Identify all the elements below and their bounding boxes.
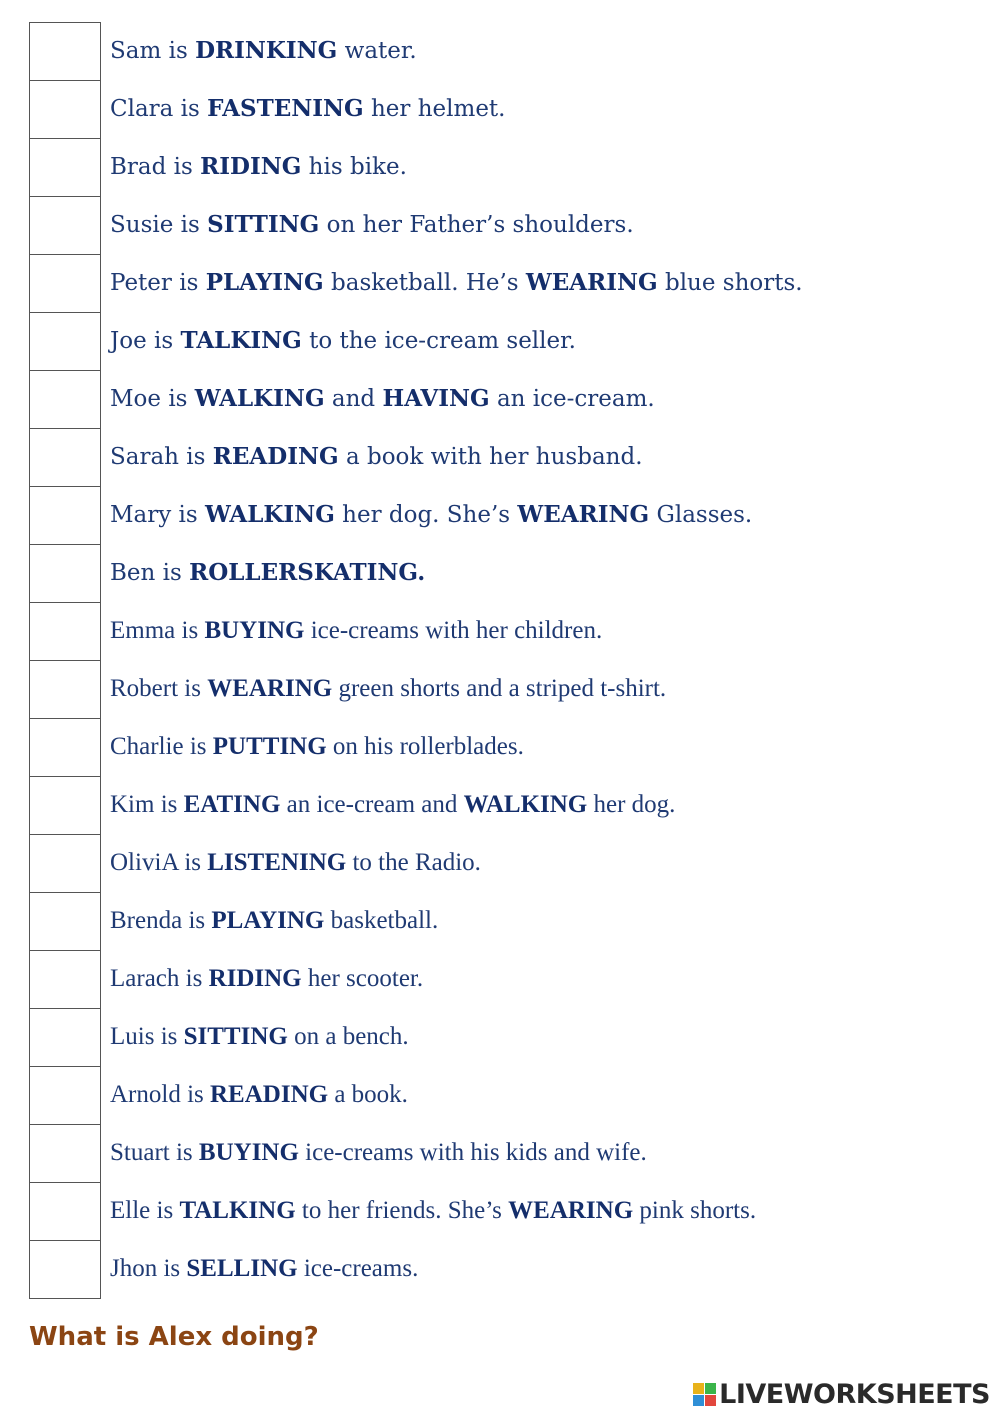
list-item [29, 1008, 979, 1066]
logo-mark-icon [693, 1383, 716, 1406]
answer-box[interactable] [29, 602, 101, 660]
list-item [29, 950, 979, 1008]
answer-box[interactable] [29, 718, 101, 776]
list-item [29, 1240, 979, 1298]
sentence-fragment: a book with her husband. [338, 444, 643, 470]
sentence-fragment: pink shorts. [633, 1197, 757, 1224]
verb-text: WEARING [517, 501, 650, 528]
verb-text: HAVING [382, 385, 490, 412]
sentence-fragment: Brad is [110, 154, 201, 180]
sentence-text [110, 892, 438, 950]
list-item [29, 312, 979, 370]
sentence-fragment: ice-creams. [297, 1255, 419, 1282]
sentence-text [110, 1008, 409, 1066]
answer-box[interactable] [29, 138, 101, 196]
sentence-fragment: basketball. He’s [323, 270, 526, 296]
sentence-fragment: green shorts and a striped t-shirt. [332, 675, 667, 702]
sentence-fragment: blue shorts. [657, 270, 803, 296]
list-item [29, 80, 979, 138]
answer-box[interactable] [29, 834, 101, 892]
answer-box[interactable] [29, 892, 101, 950]
logo-square [693, 1383, 704, 1394]
answer-box[interactable] [29, 776, 101, 834]
sentence-fragment: her scooter. [301, 965, 424, 992]
list-item [29, 196, 979, 254]
sentence-text [110, 312, 576, 370]
list-item [29, 428, 979, 486]
verb-text: RIDING [200, 153, 302, 180]
sentence-fragment: Jhon is [110, 1255, 187, 1282]
sentence-text [110, 1066, 408, 1124]
sentence-fragment: Moe is [110, 386, 195, 412]
verb-text: TALKING [180, 327, 302, 354]
answer-box[interactable] [29, 22, 101, 80]
list-item [29, 602, 979, 660]
verb-text: RIDING [208, 965, 302, 992]
sentence-fragment: Brenda is [110, 907, 212, 934]
sentence-text [110, 1240, 418, 1298]
sentence-fragment: Peter is [110, 270, 206, 296]
sentence-text [110, 1124, 647, 1182]
sentence-fragment: to her friends. She’s [295, 1197, 509, 1224]
answer-box[interactable] [29, 428, 101, 486]
list-item [29, 138, 979, 196]
answer-box[interactable] [29, 1066, 101, 1124]
list-item [29, 370, 979, 428]
verb-text: WALKING [463, 791, 588, 818]
verb-text: BUYING [204, 617, 305, 644]
sentence-fragment: Stuart is [110, 1139, 199, 1166]
sentence-text [110, 22, 417, 80]
sentence-fragment: her dog. [587, 791, 676, 818]
verb-text: FASTENING [207, 95, 364, 122]
sentence-fragment: Clara is [110, 96, 208, 122]
sentence-text [110, 428, 643, 486]
logo-square [693, 1395, 704, 1406]
sentence-fragment: OliviA is [110, 849, 208, 876]
verb-text: WEARING [525, 269, 658, 296]
sentence-fragment: his bike. [301, 154, 407, 180]
sentence-fragment: to the ice-cream seller. [301, 328, 576, 354]
list-item [29, 544, 979, 602]
answer-box[interactable] [29, 950, 101, 1008]
sentence-fragment: Elle is [110, 1197, 180, 1224]
sentence-text [110, 718, 524, 776]
sentence-fragment: to the Radio. [346, 849, 481, 876]
sentence-fragment: ice-creams with his kids and wife. [298, 1139, 647, 1166]
answer-box[interactable] [29, 254, 101, 312]
logo-square [705, 1395, 716, 1406]
sentence-fragment: on a bench. [287, 1023, 409, 1050]
sentence-fragment: Glasses. [649, 502, 753, 528]
verb-text: PLAYING [211, 907, 325, 934]
sentence-fragment: Susie is [110, 212, 208, 238]
answer-box[interactable] [29, 1124, 101, 1182]
answer-box[interactable] [29, 544, 101, 602]
sentence-fragment: on his rollerblades. [326, 733, 524, 760]
verb-text: SITTING [207, 211, 320, 238]
sentence-fragment: and [324, 386, 383, 412]
question-text: What is Alex doing? [29, 1322, 319, 1352]
answer-box[interactable] [29, 80, 101, 138]
sentence-fragment: an ice-cream and [280, 791, 464, 818]
sentence-text [110, 602, 602, 660]
sentence-fragment: a book. [328, 1081, 408, 1108]
list-item [29, 486, 979, 544]
logo-square [705, 1383, 716, 1394]
answer-box[interactable] [29, 660, 101, 718]
sentence-fragment: Ben is [110, 560, 190, 586]
sentence-fragment: Arnold is [110, 1081, 210, 1108]
verb-text: PLAYING [205, 269, 324, 296]
list-item [29, 1124, 979, 1182]
answer-box[interactable] [29, 486, 101, 544]
sentence-fragment: basketball. [324, 907, 439, 934]
answer-box[interactable] [29, 370, 101, 428]
sentence-fragment: Sam is [110, 38, 196, 64]
sentence-fragment: Charlie is [110, 733, 213, 760]
sentence-text [110, 80, 505, 138]
list-item [29, 1066, 979, 1124]
sentence-fragment: Kim is [110, 791, 184, 818]
sentence-fragment: Sarah is [110, 444, 213, 470]
list-item [29, 892, 979, 950]
verb-text: WEARING [207, 675, 333, 702]
sentence-text [110, 138, 407, 196]
verb-text: DRINKING [195, 37, 338, 64]
list-item [29, 22, 979, 80]
verb-text: WALKING [194, 385, 325, 412]
verb-text: WEARING [508, 1197, 634, 1224]
sentence-text [110, 196, 634, 254]
sentence-fragment: her helmet. [363, 96, 506, 122]
verb-text: TALKING [179, 1197, 296, 1224]
verb-text: READING [212, 443, 339, 470]
sentence-fragment: her dog. She’s [334, 502, 518, 528]
logo-text: LIVEWORKSHEETS [719, 1378, 990, 1410]
verb-text: SITTING [183, 1023, 288, 1050]
answer-box[interactable] [29, 196, 101, 254]
verb-text: PUTTING [212, 733, 327, 760]
verb-text: SELLING [186, 1255, 298, 1282]
sentence-text [110, 254, 803, 312]
sentence-text [110, 834, 481, 892]
sentence-text [110, 544, 425, 602]
verb-text: ROLLERSKATING. [189, 559, 426, 586]
list-item [29, 1182, 979, 1240]
sentence-text [110, 370, 655, 428]
sentence-text [110, 660, 666, 718]
answer-box[interactable] [29, 1240, 101, 1299]
sentence-fragment: Mary is [110, 502, 206, 528]
verb-text: EATING [183, 791, 281, 818]
verb-text: LISTENING [207, 849, 347, 876]
sentence-text [110, 1182, 756, 1240]
answer-list [29, 22, 979, 1298]
sentence-fragment: on her Father’s shoulders. [319, 212, 634, 238]
sentence-fragment: Joe is [110, 328, 181, 354]
sentence-fragment: an ice-cream. [489, 386, 655, 412]
sentence-fragment: Robert is [110, 675, 208, 702]
sentence-fragment: Luis is [110, 1023, 184, 1050]
answer-box[interactable] [29, 312, 101, 370]
sentence-fragment: Larach is [110, 965, 209, 992]
answer-box[interactable] [29, 1008, 101, 1066]
list-item [29, 834, 979, 892]
list-item [29, 254, 979, 312]
sentence-fragment: water. [337, 38, 417, 64]
answer-box[interactable] [29, 1182, 101, 1240]
liveworksheets-logo [693, 1374, 990, 1414]
verb-text: READING [210, 1081, 329, 1108]
sentence-text [110, 486, 752, 544]
list-item [29, 660, 979, 718]
sentence-fragment: Emma is [110, 617, 205, 644]
sentence-text [110, 950, 423, 1008]
sentence-text [110, 776, 675, 834]
verb-text: WALKING [205, 501, 335, 528]
list-item [29, 776, 979, 834]
verb-text: BUYING [198, 1139, 299, 1166]
sentence-fragment: ice-creams with her children. [304, 617, 603, 644]
list-item [29, 718, 979, 776]
